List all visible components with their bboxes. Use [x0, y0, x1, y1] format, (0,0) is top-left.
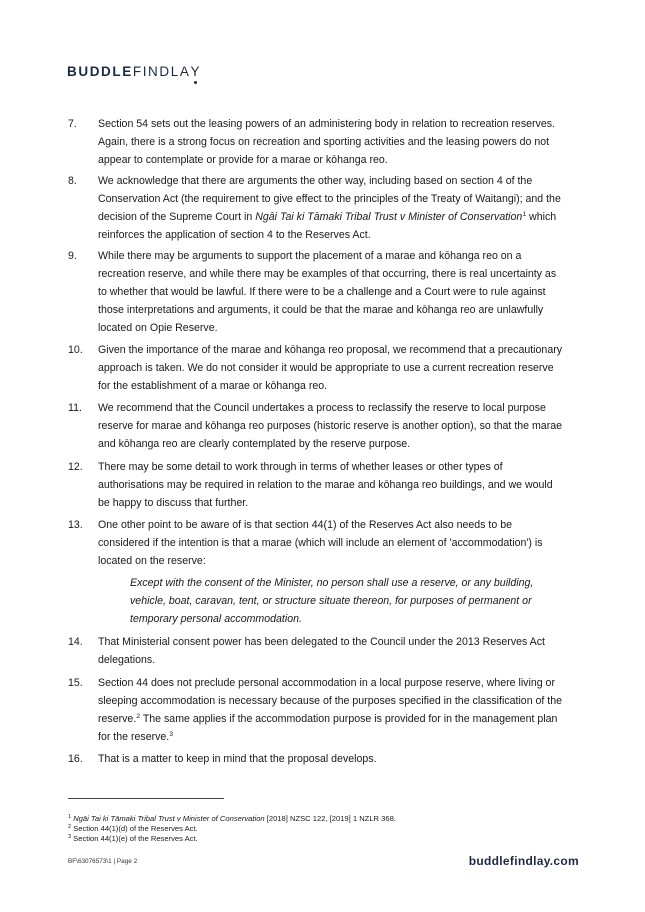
footnote-divider	[68, 798, 224, 799]
paragraph-number: 11.	[68, 402, 82, 414]
paragraph-number: 8.	[68, 175, 77, 187]
paragraph-line: Again, there is a strong focus on recreation and sporting activities and the leasing powers do not	[98, 136, 550, 148]
paragraph-line	[98, 208, 578, 226]
footnote-text: Section 44(1)(d) of the Reserves Act.	[71, 824, 198, 833]
paragraph-line: located on the reserve:	[98, 555, 206, 567]
footnote-ref-1[interactable]: 1	[522, 211, 527, 218]
text-span: reserve.	[98, 713, 137, 725]
paragraph-number: 7.	[68, 118, 77, 130]
paragraph-line: authorisations may be required in relation to the marae and kōhanga reo buildings, and we would	[98, 479, 553, 491]
text-span: for the reserve.	[98, 731, 170, 743]
paragraph-line: sleeping accommodation is necessary because of the purposes specified in the classification of the	[98, 695, 563, 707]
quote-line: temporary personal accommodation.	[130, 613, 302, 625]
footnote-marker: 2	[68, 824, 72, 830]
paragraph-line: Section 54 sets out the leasing powers of an administering body in relation to recreation reserves.	[98, 118, 555, 130]
paragraph-line: located on Opie Reserve.	[98, 322, 218, 334]
paragraph-line: While there may be arguments to support the placement of a marae and kōhanga reo on a	[98, 250, 522, 262]
statute-quote	[130, 574, 570, 628]
paragraph-line: be happy to discuss that further.	[98, 497, 249, 509]
text-span: The same applies if the accommodation purpose is provided for in the management plan	[140, 713, 558, 725]
paragraph-line: That is a matter to keep in mind that the proposal develops.	[98, 753, 377, 765]
paragraph-line: reinforces the application of section 4 to the Reserves Act.	[98, 229, 371, 241]
paragraph-line: Conservation Act (the requirement to give effect to the principles of the Treaty of Waitangi); and the	[98, 193, 561, 205]
text-span: which	[526, 211, 557, 223]
website-link[interactable]: buddlefindlay.com	[468, 854, 579, 868]
logo-text-findla: FINDLA	[132, 64, 191, 79]
quote-line: vehicle, boat, caravan, tent, or structure situate thereon, for purposes of permanent or	[130, 595, 532, 607]
paragraph-line: appear to contemplate or provide for a marae or kōhanga reo.	[98, 154, 388, 166]
paragraph-number: 13.	[68, 519, 83, 531]
paragraph-line	[98, 710, 578, 728]
paragraph-line: considered if the intention is that a marae (which will include an element of 'accommodation') is	[98, 537, 543, 549]
paragraph-number: 14.	[68, 636, 83, 648]
paragraph-line: recreation reserve, and while there may be examples of that occurring, there is real uncertainty as	[98, 268, 557, 280]
paragraph-number: 12.	[68, 461, 83, 473]
logo-text-buddle: BUDDLE	[67, 64, 133, 79]
paragraph-number: 16.	[68, 753, 83, 765]
footnote-citation: Ngāi Tai ki Tāmaki Tribal Trust v Minister of Conservation	[73, 814, 265, 823]
paragraph-line: That Ministerial consent power has been delegated to the Council under the 2013 Reserves Act	[98, 636, 545, 648]
paragraph-line: Given the importance of the marae and kōhanga reo proposal, we recommend that a precautionary	[98, 344, 563, 356]
paragraph-line: delegations.	[98, 654, 156, 666]
paragraph-line: There may be some detail to work through in terms of whether leases or other types of	[98, 461, 503, 473]
quote-line: Except with the consent of the Minister, no person shall use a reserve, or any building,	[130, 577, 534, 589]
document-reference: BF\63076573\1 | Page 2	[68, 858, 138, 865]
paragraph-line: We acknowledge that there are arguments the other way, including based on section 4 of the	[98, 175, 533, 187]
paragraph-line	[98, 728, 578, 746]
footnote-ref-2[interactable]: 2	[136, 713, 141, 720]
paragraph-line: those interpretations and arguments, it could be that the marae and kōhanga reo are unlawfully	[98, 304, 544, 316]
footnote-marker: 3	[68, 834, 72, 840]
text-span: decision of the Supreme Court in	[98, 211, 256, 223]
paragraph-line: reserve for marae and kōhanga reo purposes (historic reserve is another option), so that the marae	[98, 420, 563, 432]
logo-text-y: Y	[190, 64, 202, 79]
footnote-text: [2018] NZSC 122, [2019] 1 NZLR 368.	[264, 814, 396, 823]
paragraph-line: and kōhanga reo are clearly contemplated by the reserve purpose.	[98, 438, 411, 450]
paragraph-number: 15.	[68, 677, 83, 689]
paragraph-line: Section 44 does not preclude personal accommodation in a local purpose reserve, where living or	[98, 677, 555, 689]
footnote-text: Section 44(1)(e) of the Reserves Act.	[71, 834, 198, 843]
paragraph-line: for the establishment of a marae or kōhanga reo.	[98, 380, 328, 392]
logo-dot	[190, 64, 201, 79]
case-citation: Ngāi Tai ki Tāmaki Tribal Trust v Minister of Conservation	[255, 211, 523, 223]
footnote-3	[68, 834, 198, 845]
paragraph-line: One other point to be aware of is that section 44(1) of the Reserves Act also needs to be	[98, 519, 512, 531]
paragraph-number: 10.	[68, 344, 83, 356]
paragraph-number: 9.	[68, 250, 77, 262]
paragraph-line: approach is taken. We do not consider it would be appropriate to use a current recreation reserve	[98, 362, 554, 374]
footnote-ref-3[interactable]: 3	[169, 731, 174, 738]
paragraph-line: We recommend that the Council undertakes a process to reclassify the reserve to local purpose	[98, 402, 546, 414]
footnote-marker: 1	[68, 814, 72, 820]
paragraph-line: to whether that would be lawful. If there were to be a challenge and a Court were to rule against	[98, 286, 546, 298]
buddle-findlay-logo	[67, 64, 201, 79]
